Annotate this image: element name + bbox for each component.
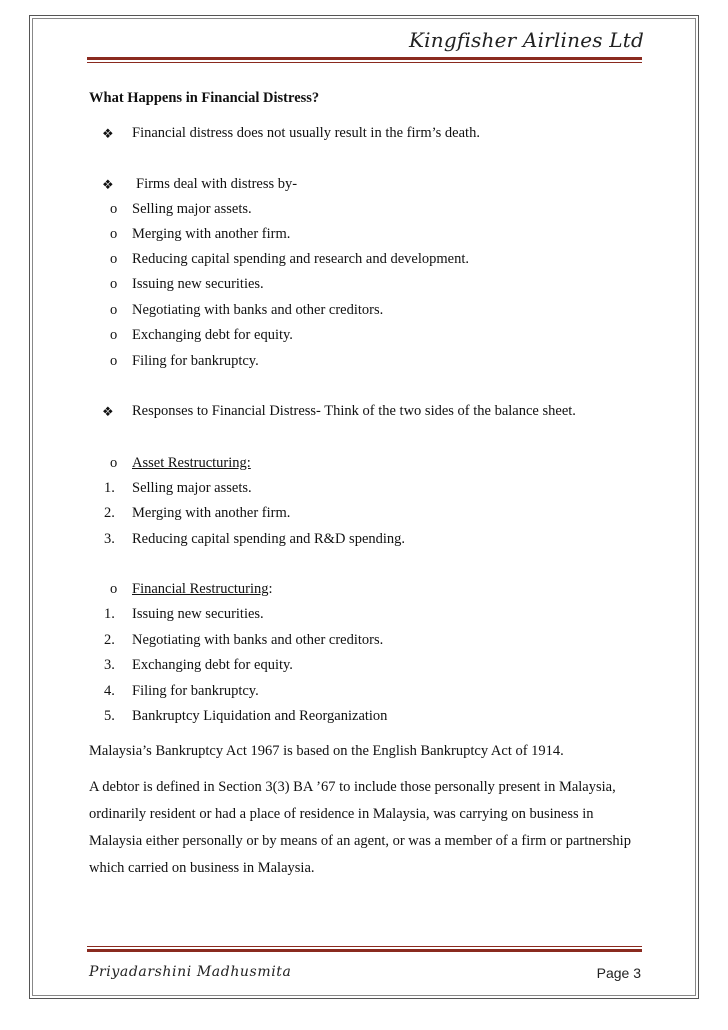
header-rule-thin: [87, 62, 642, 63]
paragraph-bankruptcy-act: Malaysia’s Bankruptcy Act 1967 is based on the English Bankruptcy Act of 1914.: [89, 743, 564, 759]
list-marker: o: [110, 327, 118, 343]
list-number: 5.: [104, 708, 115, 724]
list-item: Bankruptcy Liquidation and Reorganization: [132, 708, 388, 724]
list-marker: o: [110, 302, 118, 318]
list-item: Reducing capital spending and R&D spending.: [132, 531, 406, 547]
paragraph-line: which carried on business in Malaysia.: [89, 860, 315, 876]
list-item: Reducing capital spending and research and development.: [132, 251, 470, 267]
paragraph-line: A debtor is defined in Section 3(3) BA ’67 to include those personally present in Malaysia,: [89, 779, 616, 795]
list-item: Merging with another firm.: [132, 505, 291, 521]
section-heading: What Happens in Financial Distress?: [89, 90, 320, 106]
list-item: Merging with another firm.: [132, 226, 291, 242]
bullet-text-3: Responses to Financial Distress- Think of the two sides of the balance sheet.: [132, 403, 576, 419]
list-marker: o: [110, 226, 118, 242]
footer-author: Priyadarshini Madhusmita: [89, 964, 292, 980]
footer-rule-thick: [87, 949, 642, 952]
list-item: Selling major assets.: [132, 201, 252, 217]
list-item: Filing for bankruptcy.: [132, 683, 259, 699]
financial-restructuring-title: [132, 581, 273, 598]
list-item: Issuing new securities.: [132, 276, 264, 292]
list-number: 3.: [104, 531, 115, 547]
list-item: Issuing new securities.: [132, 606, 264, 622]
header-rule-thick: [87, 57, 642, 60]
list-marker: o: [110, 251, 118, 267]
list-item: Exchanging debt for equity.: [132, 657, 293, 673]
financial-restructuring-label: Financial Restructuring: [132, 581, 269, 597]
list-number: 3.: [104, 657, 115, 673]
list-number: 4.: [104, 683, 115, 699]
diamond-bullet-icon: ❖: [102, 404, 114, 419]
diamond-bullet-icon: ❖: [102, 126, 114, 141]
list-number: 2.: [104, 505, 115, 521]
list-item: Negotiating with banks and other creditors.: [132, 302, 384, 318]
bullet-text-2: Firms deal with distress by-: [136, 176, 298, 192]
page-number: Page 3: [596, 965, 641, 981]
list-marker: o: [110, 455, 118, 471]
list-number: 2.: [104, 632, 115, 648]
asset-restructuring-title: Asset Restructuring:: [132, 455, 251, 471]
paragraph-line: ordinarily resident or had a place of residence in Malaysia, was carrying on business in: [89, 806, 594, 822]
footer-rule-thin: [87, 946, 642, 947]
list-marker: o: [110, 276, 118, 292]
paragraph-line: Malaysia either personally or by means of an agent, or was a member of a firm or partnership: [89, 833, 631, 849]
list-marker: o: [110, 201, 118, 217]
bullet-text-1: Financial distress does not usually result in the firm’s death.: [132, 125, 480, 141]
list-item: Filing for bankruptcy.: [132, 353, 259, 369]
list-item: Exchanging debt for equity.: [132, 327, 293, 343]
list-item: Selling major assets.: [132, 480, 252, 496]
list-item: Negotiating with banks and other creditors.: [132, 632, 384, 648]
title-colon: :: [268, 581, 273, 597]
list-marker: o: [110, 581, 118, 597]
diamond-bullet-icon: ❖: [102, 177, 114, 192]
header-title: Kingfisher Airlines Ltd: [409, 28, 644, 52]
list-number: 1.: [104, 606, 115, 622]
list-number: 1.: [104, 480, 115, 496]
list-marker: o: [110, 353, 118, 369]
